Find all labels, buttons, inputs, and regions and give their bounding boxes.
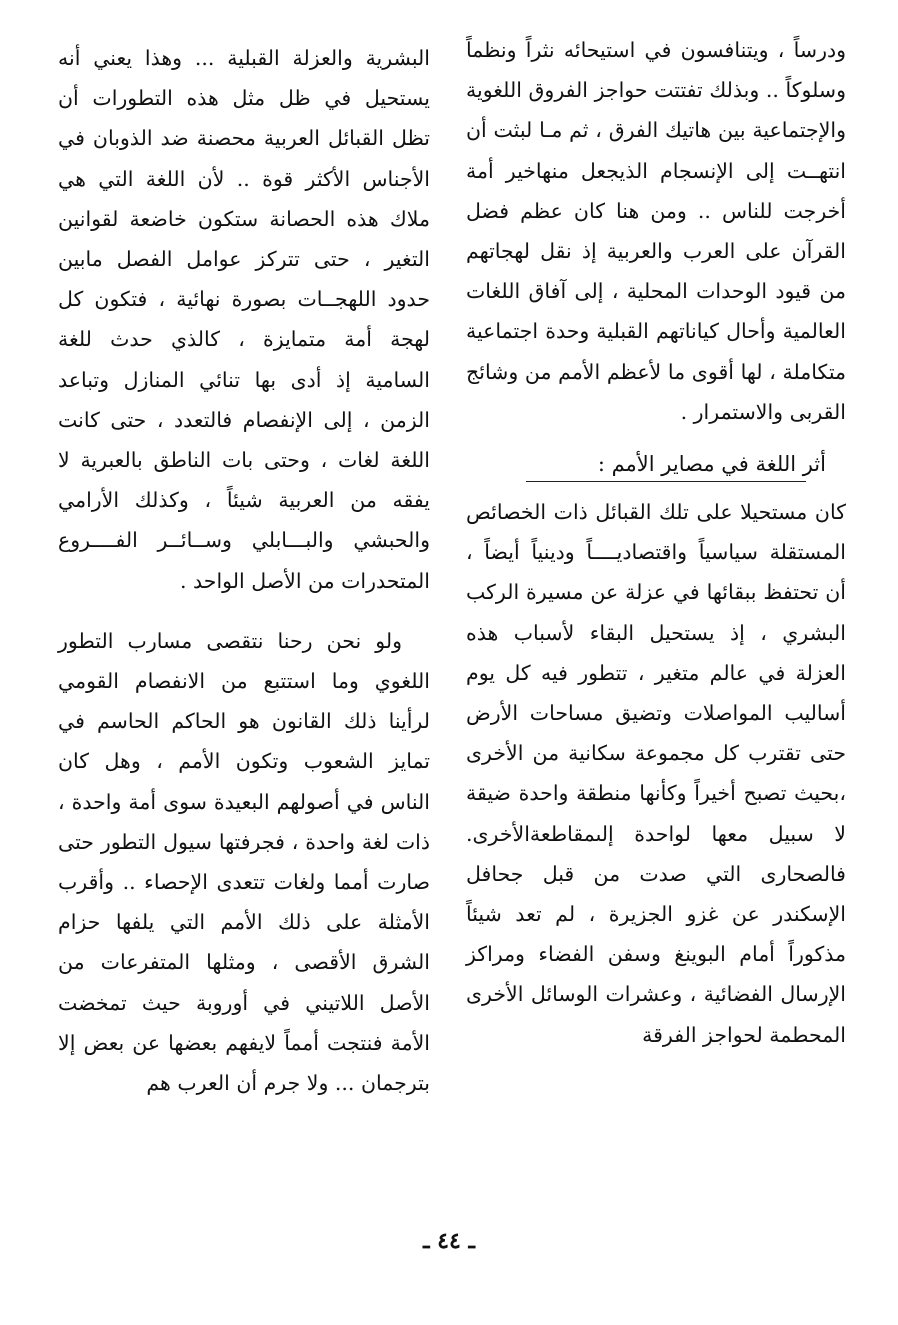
left-column bbox=[58, 38, 430, 1103]
heading-underline bbox=[526, 481, 806, 482]
page-number: ـ ٤٤ ـ bbox=[423, 1228, 475, 1254]
paragraph-body: كان مستحيلا على تلك القبائل ذات الخصائص المستقلة سياسياً واقتصاديــــاً ودينياً أيضاً ، أن تحتفظ ببقائها في عزلة عن مسيرة الركب البشري ، إذ يستحيل البقاء لأسباب هذه العزلة في عالم متغير ، تتطور فيه كل يوم أساليب المواصلات وتضيق مساحات الأرض حتى تقترب كل مجموعة سكانية من الأخرى ،بحيث تصبح أخيراً وكأنها منطقة واحدة ضيقة لا سبيل معها لواحدة إلىمقاطعةالأخرى. فالصحارى التي صدت من قبل جحافل الإسكندر عن غزو الجزيرة ، لم تعد شيئاً مذكوراً أمام البوينغ وسفن الفضاء ومراكز الإرسال الفضائية ، وعشرات الوسائل الأخرى المحطمة لحواجز الفرقة bbox=[466, 500, 846, 1047]
section-heading-wrap bbox=[466, 444, 846, 484]
paragraph-two: ولو نحن رحنا نتقصى مسارب التطور اللغوي وما استتبع من الانفصام القومي لرأينا ذلك القانون هو الحاكم الحاسم في تمايز الشعوب وتكون الأمم ، وهل كان الناس في أصولهم البعيدة سوى أمة واحدة ، ذات لغة واحدة ، فجرفتها سيول التطور حتى صارت أمما ولغات تتعدى الإحصاء .. وأقرب الأمثلة على ذلك الأمم التي يلفها حزام الشرق الأقصى ، ومثلها المتفرعات من الأصل اللاتيني في أوروبة حيث تمخضت الأمة فنتجت أمماً لايفهم بعضها عن بعض إلا بترجمان ... ولا جرم أن العرب هم bbox=[58, 628, 430, 1096]
right-column bbox=[466, 30, 846, 1055]
paragraph-intro: ودرساً ، ويتنافسون في استيحائه نثراً ونظماً وسلوكاً .. وبذلك تفتتت حواجز الفروق اللغوية والإجتماعية بين هاتيك الفرق ، ثم مـا لبثت أن انتهــت إلى الإنسجام الذيجعل منهاخير أمة أخرجت للناس .. ومن هنا كان عظم فضل القرآن على العرب والعربية إذ نقل لهجاتهم من قيود الوحدات المحلية ، إلى آفاق اللغات العالمية وأحال كياناتهم القبلية وحدة اجتماعية متكاملة ، لها أقوى ما لأعظم الأمم من وشائج القربى والاستمرار . bbox=[466, 38, 846, 424]
paragraph-one: البشرية والعزلة القبلية ... وهذا يعني أنه يستحيل في ظل مثل هذه التطورات أن تظل القبائل العربية محصنة ضد الذوبان في الأجناس الأكثر قوة .. لأن اللغة التي هي ملاك هذه الحصانة ستكون خاضعة لقوانين التغير ، حتى تتركز عوامل الفصل مابين حدود اللهجــات بصورة نهائية ، فتكون كل لهجة أمة متمايزة ، كالذي حدث للغة السامية إذ أدى بها تنائي المنازل وتباعد الزمن ، إلى الإنفصام فالتعدد ، حتى كانت اللغة لغات ، وحتى بات الناطق بالعبرية لا يفقه من العربية شيئاً ، وكذلك الأرامي والحبشي والبـــابلي وســائــر الفــــروع المتحدرات من الأصل الواحد . bbox=[58, 46, 430, 593]
section-heading: أثر اللغة في مصاير الأمم : bbox=[597, 452, 826, 477]
